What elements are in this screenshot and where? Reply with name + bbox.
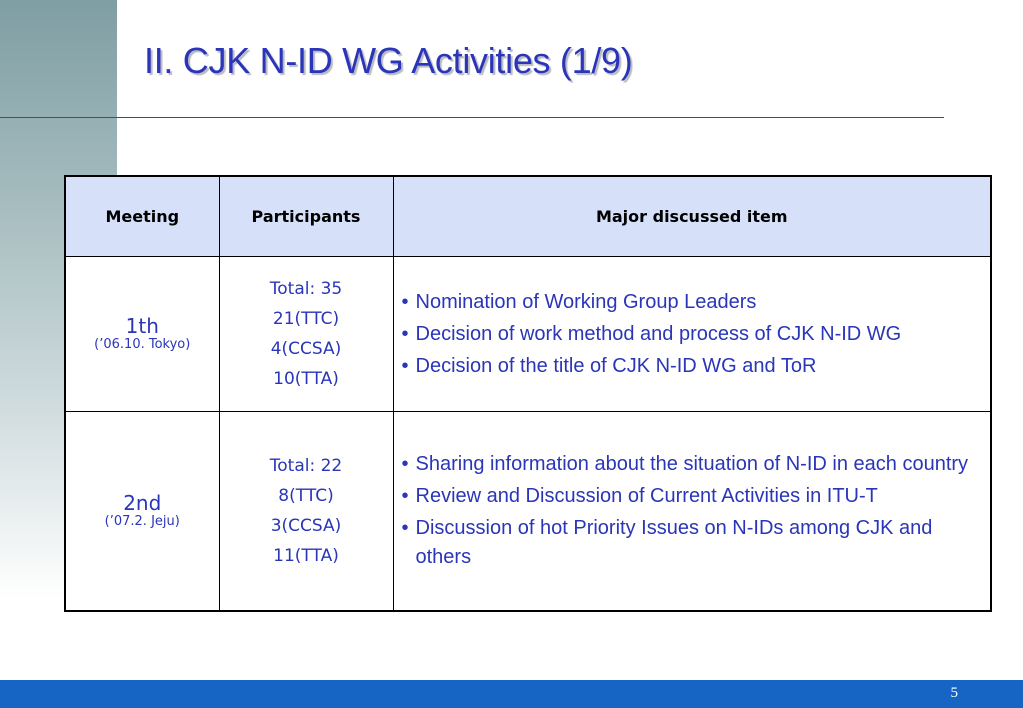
bullet-icon: • [401, 485, 409, 507]
list-item [400, 288, 979, 317]
participants-line: 10(TTA) [273, 369, 339, 389]
item-text: Sharing information about the situation of N-ID in each country [415, 453, 969, 475]
item-text: Discussion of hot Priority Issues on N-IDs among CJK and others [415, 517, 933, 568]
activities-table [64, 175, 992, 612]
item-text: Nomination of Working Group Leaders [415, 290, 757, 313]
header-major-item: Major discussed item [393, 176, 991, 257]
list-item [400, 482, 979, 511]
meeting-cell [65, 257, 219, 412]
table-row [65, 257, 991, 412]
meeting-detail: (’07.2. Jeju) [104, 514, 180, 529]
participants-line: 8(TTC) [278, 486, 334, 506]
discussed-items-list [400, 288, 979, 381]
meeting-cell [65, 412, 219, 612]
bullet-icon: • [401, 517, 409, 539]
bullet-icon: • [401, 290, 409, 313]
bullet-icon: • [401, 453, 409, 475]
participants-cell [219, 412, 393, 612]
list-item [400, 514, 979, 572]
item-text: Review and Discussion of Current Activities in ITU-T [415, 485, 878, 507]
participants-line: 11(TTA) [273, 546, 339, 566]
header-participants: Participants [219, 176, 393, 257]
page-number: 5 [950, 685, 958, 701]
participants-line: 21(TTC) [272, 309, 340, 329]
list-item [400, 320, 979, 349]
list-item [400, 450, 979, 479]
participants-total: Total: 22 [269, 456, 343, 476]
discussed-items-cell [393, 257, 991, 412]
participants-line: 3(CCSA) [270, 516, 342, 536]
meeting-name: 2nd [123, 491, 162, 515]
header-meeting: Meeting [65, 176, 219, 257]
bullet-icon: • [401, 322, 409, 345]
title-underline [0, 117, 944, 118]
table-row [65, 412, 991, 612]
footer-bar [0, 680, 1023, 708]
list-item [400, 352, 979, 381]
slide-title: II. CJK N-ID WG Activities (1/9) [144, 40, 633, 81]
participants-total: Total: 35 [269, 279, 343, 299]
discussed-items-cell [393, 412, 991, 612]
meeting-name: 1th [125, 314, 159, 338]
bullet-icon: • [401, 354, 409, 377]
participants-cell [219, 257, 393, 412]
meeting-detail: (’06.10. Tokyo) [94, 337, 191, 352]
table-header-row [65, 176, 991, 257]
item-text: Decision of the title of CJK N-ID WG and ToR [415, 354, 817, 377]
item-text: Decision of work method and process of CJK N-ID WG [415, 322, 902, 345]
discussed-items-list [400, 450, 979, 572]
participants-line: 4(CCSA) [270, 339, 342, 359]
